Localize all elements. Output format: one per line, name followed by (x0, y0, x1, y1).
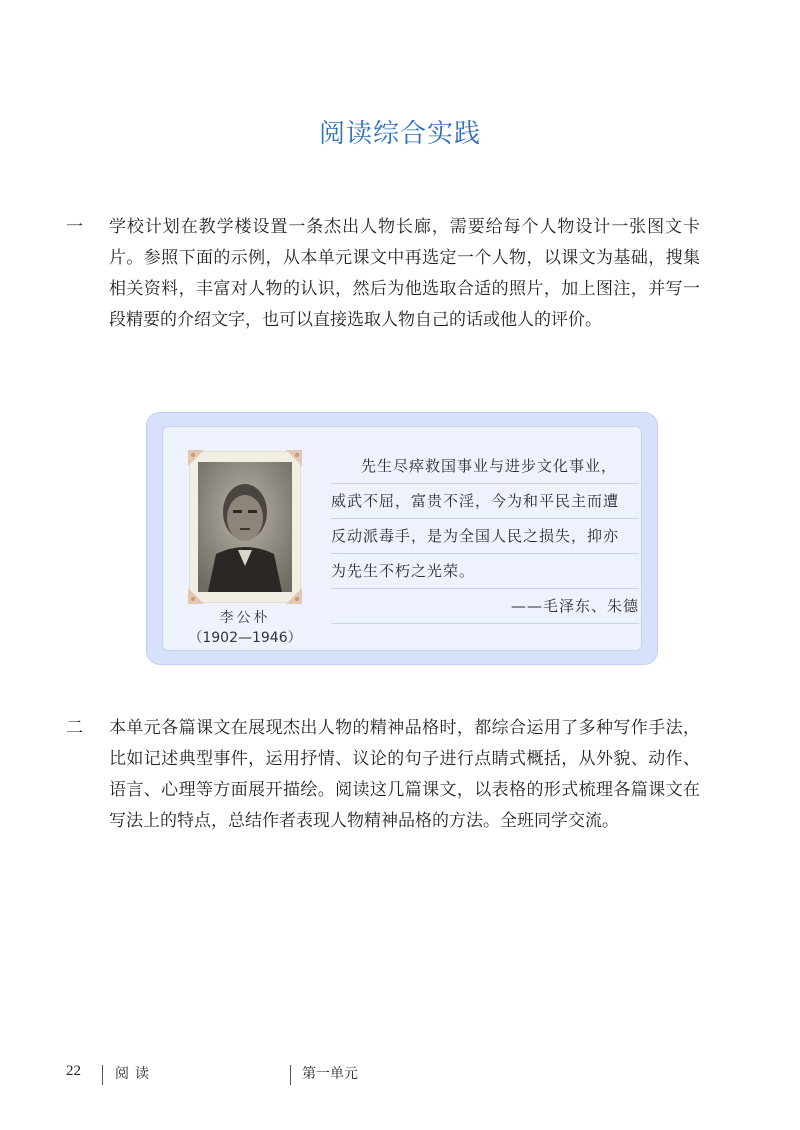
footer-divider (102, 1065, 103, 1085)
quote-line: 威武不屈，富贵不淫，今为和平民主而遭 (331, 484, 639, 519)
corner-ornament-icon (286, 450, 302, 466)
quote-line: 先生尽瘁救国事业与进步文化事业， (331, 449, 639, 484)
section-two (66, 713, 700, 837)
page-number: 22 (66, 1063, 81, 1079)
corner-ornament-icon (188, 588, 204, 604)
portrait-photo (198, 462, 292, 592)
quote-block (331, 449, 639, 624)
section-number: 一 (66, 217, 83, 237)
section-one (66, 212, 700, 336)
profile-card-inner (162, 426, 642, 651)
quote-attribution: ——毛泽东、朱德 (331, 589, 639, 624)
corner-ornament-icon (286, 588, 302, 604)
footer-divider (290, 1065, 291, 1085)
page-footer (0, 1063, 800, 1087)
section-number: 二 (66, 718, 83, 738)
section-text: 学校计划在教学楼设置一条杰出人物长廊，需要给每个人物设计一张图文卡片。参照下面的示例，从本单元课文中再选定一个人物，以课文为基础，搜集相关资料，丰富对人物的认识，然后为他选取合适的照片，加上图注，并写一段精要的介绍文字，也可以直接选取人物自己的话或他人的评价。 (109, 217, 700, 330)
section-text: 本单元各篇课文在展现杰出人物的精神品格时，都综合运用了多种写作手法，比如记述典型事件，运用抒情、议论的句子进行点睛式概括，从外貌、动作、语言、心理等方面展开描绘。阅读这几篇课文，以表格的形式梳理各篇课文在写法上的特点，总结作者表现人物精神品格的方法。全班同学交流。 (109, 718, 700, 831)
footer-unit-label: 第一单元 (302, 1066, 358, 1082)
footer-section-label: 阅读 (115, 1066, 155, 1082)
quote-line: 反动派毒手，是为全国人民之损失，抑亦 (331, 519, 639, 554)
corner-ornament-icon (188, 450, 204, 466)
portrait-caption-name: 李公朴 (219, 610, 271, 626)
profile-card (146, 412, 658, 665)
page-title: 阅读综合实践 (318, 119, 481, 149)
portrait-caption-years: （1902—1946） (188, 630, 302, 646)
portrait-frame (189, 451, 301, 603)
quote-line: 为先生不朽之光荣。 (331, 554, 639, 589)
